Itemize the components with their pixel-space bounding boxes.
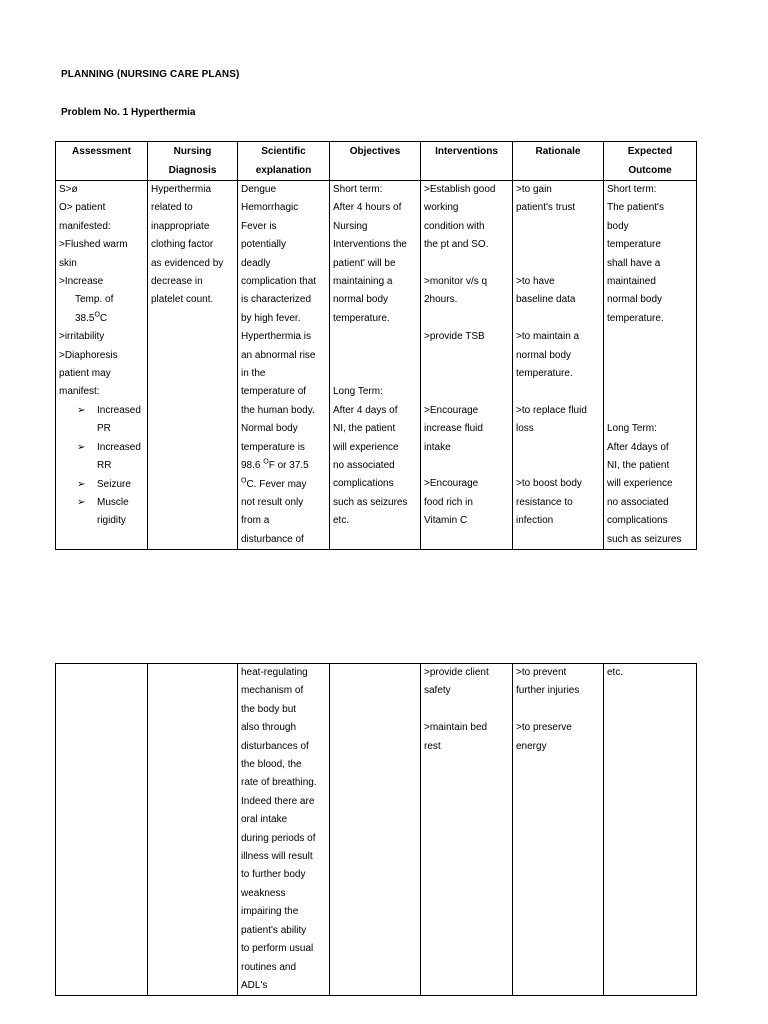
interventions-cell: >Establish good working condition with the pt and SO. >monitor v/s q 2hours. >provide TSB >Encourage increase fluid intake >Encourage food rich in Vitamin C [421, 181, 513, 550]
col-rationale: Rationale [513, 142, 604, 181]
arrow-bullet-icon: ➢ [77, 496, 86, 508]
arrow-bullet-icon: ➢ [77, 404, 86, 416]
scientific-explanation-cell: Dengue Hemorrhagic Fever is potentially deadly complication that is characterized by high fever. Hyperthermia is an abnormal rise in the temperature of the human body. Normal body temperature is 98.6 $^O$F or 37.5 $^O$C. Fever may not result only from a disturbance of [238, 181, 330, 550]
rationale-cell: >to prevent further injuries >to preserve energy [513, 664, 604, 996]
list-item: ➢ Seizure [59, 476, 144, 494]
nursing-diagnosis-cell: Hyperthermia related to inappropriate clothing factor as evidenced by decrease in platelet count. [148, 181, 238, 550]
col-assessment: Assessment [56, 142, 148, 181]
expected-outcome-cell: Short term: The patient's body temperature shall have a maintained normal body temperature. Long Term: After 4days of NI, the patient will experience no associated complications such as seizures [604, 181, 697, 550]
expected-outcome-cell: etc. [604, 664, 697, 996]
col-expected-outcome: Expected Outcome [604, 142, 697, 181]
page-heading: PLANNING (NURSING CARE PLANS) [61, 69, 240, 80]
col-nursing-diagnosis: Nursing Diagnosis [148, 142, 238, 181]
objectives-cell [330, 664, 421, 996]
arrow-bullet-icon: ➢ [77, 441, 86, 453]
table-row [56, 181, 697, 550]
arrow-bullet-icon: ➢ [77, 478, 86, 490]
list-item: ➢ Increased [59, 439, 144, 457]
rationale-cell: >to gain patient's trust >to have baseline data >to maintain a normal body temperature. >to replace fluid loss >to boost body resistance to infection [513, 181, 604, 550]
col-interventions: Interventions [421, 142, 513, 181]
interventions-cell: >provide client safety >maintain bed rest [421, 664, 513, 996]
objectives-cell: Short term: After 4 hours of Nursing Interventions the patient' will be maintaining a normal body temperature. Long Term: After 4 days of NI, the patient will experience no associated complications such as seizures etc. [330, 181, 421, 550]
assessment-cell [56, 664, 148, 996]
list-item: ➢ Increased [59, 402, 144, 420]
header-row [56, 142, 697, 181]
table-row [56, 664, 697, 996]
problem-title: Problem No. 1 Hyperthermia [61, 107, 196, 118]
care-plan-table-page2 [55, 663, 697, 996]
nursing-diagnosis-cell [148, 664, 238, 996]
assessment-cell: S>ø O> patient manifested: >Flushed warm skin >Increase Temp. of $38.5^OC$ >irritability >Diaphoresis patient may manifest: ➢ Increased PR ➢ Increased RR ➢ Seizure ➢ Muscle rigidity [56, 181, 148, 550]
col-objectives: Objectives [330, 142, 421, 181]
col-scientific-explanation: Scientific explanation [238, 142, 330, 181]
list-item: ➢ Muscle [59, 494, 144, 512]
scientific-explanation-cell: heat-regulating mechanism of the body but also through disturbances of the blood, the rate of breathing. Indeed there are oral intake during periods of illness will result to further body weakness impairing the patient's ability to perform usual routines and ADL's [238, 664, 330, 996]
care-plan-table-page1 [55, 141, 697, 550]
